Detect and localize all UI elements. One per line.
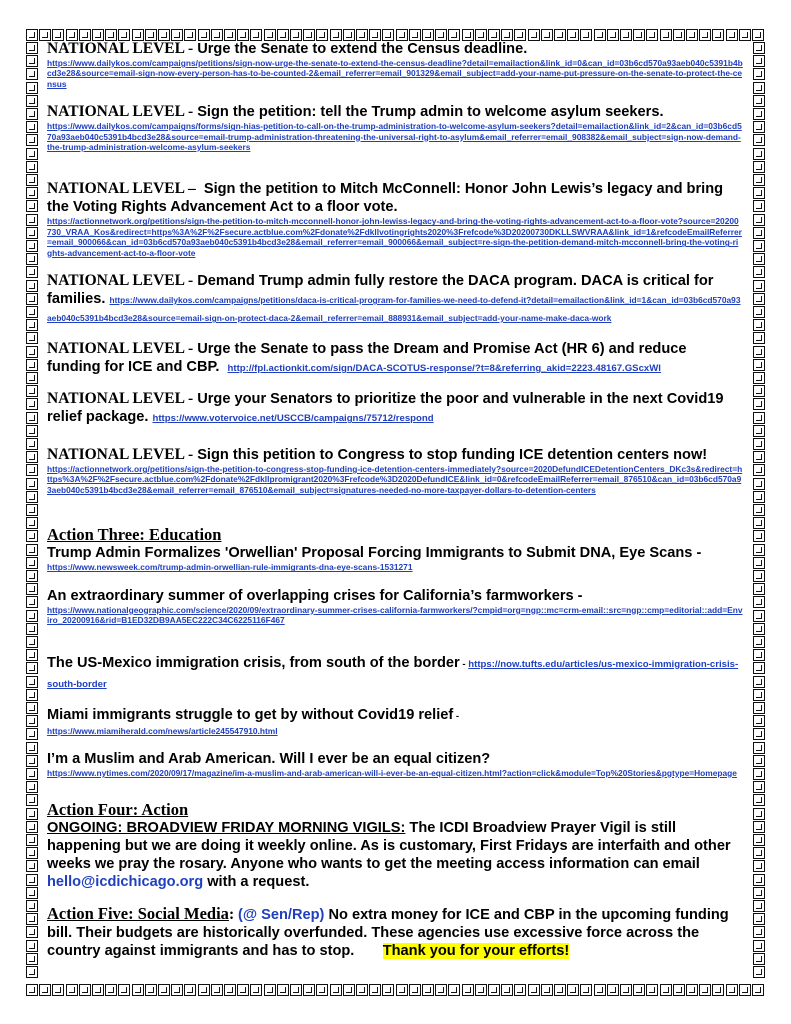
border-tile [118,984,130,996]
border-tile [753,570,765,582]
social-text: No extra money for ICE and CBP in the upcoming funding bill. Their budgets are historically overfunded. These agencies use excessive force across the country against immigrants and has to stop. [47,907,729,960]
article-link[interactable]: https://www.nytimes.com/2020/09/17/magazine/im-a-muslim-and-arab-american-will-i-ever-be-an-equal-citizen.html?action=click&module=Top%20Stories&pgtype=Homepage [47,767,737,778]
petition-link[interactable]: https://www.votervoice.net/USCCB/campaigns/75712/respond [152,413,434,425]
border-tile [211,984,223,996]
border-tile [753,860,765,872]
border-tile [753,940,765,952]
level-label: NATIONAL LEVEL - [47,390,194,408]
border-bottom [25,983,766,997]
border-tile [26,940,38,952]
border-tile [26,280,38,292]
border-tile [26,953,38,965]
border-tile [26,649,38,661]
education-item [47,544,743,572]
border-tile [145,984,157,996]
border-tile [26,214,38,226]
border-tile [26,662,38,674]
item-title: Sign the petition to Mitch McConnell: Honor John Lewis’s legacy and bring the Voting Rights Advancement Act to a floor vote. [47,181,724,216]
border-tile [753,266,765,278]
border-tile [382,984,394,996]
border-tile [753,240,765,252]
thanks-highlight: Thank you for your efforts! [382,943,570,960]
border-tile [753,227,765,239]
border-tile [26,557,38,569]
border-tile [26,702,38,714]
border-tile [198,984,210,996]
border-tile [753,755,765,767]
item-title: Sign this petition to Congress to stop funding ICE detention centers now! [197,447,708,464]
border-tile [158,984,170,996]
border-tile [753,280,765,292]
border-tile [753,134,765,146]
border-tile [26,346,38,358]
border-tile [753,306,765,318]
border-tile [26,200,38,212]
border-tile [488,984,500,996]
border-tile [132,984,144,996]
separator: - [453,710,460,722]
education-item [47,706,743,736]
border-tile [620,984,632,996]
ongoing-label: ONGOING: BROADVIEW FRIDAY MORNING VIGILS: [47,820,406,837]
section-heading-action: Action Four: Action [47,800,189,820]
border-tile [26,755,38,767]
border-tile [26,319,38,331]
border-tile [753,728,765,740]
border-tile [250,984,262,996]
national-item [47,40,743,89]
petition-link[interactable]: http://fpl.actionkit.com/sign/DACA-SCOTUS-response/?t=8&referring_akid=2223.48167.GScxWl [227,363,661,375]
national-item [47,446,743,495]
border-tile [26,425,38,437]
border-tile [26,372,38,384]
border-tile [753,425,765,437]
border-tile [237,984,249,996]
border-tile [580,984,592,996]
border-tile [753,253,765,265]
border-tile [753,121,765,133]
section-heading-social: Action Five: Social Media [47,904,229,924]
border-tile [752,984,764,996]
border-tile [26,95,38,107]
level-label: NATIONAL LEVEL - [47,340,194,358]
border-tile [753,68,765,80]
border-tile [264,984,276,996]
border-tile [26,42,38,54]
border-tile [753,794,765,806]
email-link[interactable]: hello@icdichicago.org [47,874,204,891]
petition-link[interactable]: https://www.dailykos.com/campaigns/petitions/daca-is-critical-program-for-families-we-need-to-defend-it?detail=emailaction&link_id=1&can_id=03b6cd570a93aeb040c5391b4bcd3e28&source=email-sign-on-protect-daca-2&email_referrer=email_888931&email_subject=add-your-name-make-daca-work [47,295,741,324]
border-tile [699,984,711,996]
border-tile [303,984,315,996]
border-tile [753,583,765,595]
border-tile [26,860,38,872]
border-tile [753,42,765,54]
petition-link[interactable]: https://www.dailykos.com/campaigns/petitions/sign-now-urge-the-senate-to-extend-the-census-deadline?detail=emailaction&link_id=0&can_id=03b6cd570a93aeb040c5391b4bcd3e28&source=email-sign-now-every-person-has-to-be-counted-2&email_referrer=email_901329&email_subject=add-your-name-put-pressure-on-the-senate-to-protect-the-census [47,58,743,89]
border-tile [26,728,38,740]
border-tile [660,984,672,996]
border-tile [753,346,765,358]
border-tile [501,984,513,996]
border-tile [753,148,765,160]
article-title: Miami immigrants struggle to get by without Covid19 relief [47,706,454,723]
colon: : [228,906,238,924]
border-tile [105,984,117,996]
border-tile [753,174,765,186]
border-tile [26,55,38,67]
border-tile [92,984,104,996]
border-tile [26,984,38,996]
border-tile [753,676,765,688]
border-tile [753,913,765,925]
border-tile [753,768,765,780]
border-tile [26,478,38,490]
border-tile [26,29,38,41]
border-tile [343,984,355,996]
border-tile [554,984,566,996]
border-tile [753,530,765,542]
border-tile [753,478,765,490]
border-tile [753,82,765,94]
border-tile [26,874,38,886]
border-tile [462,984,474,996]
border-tile [277,984,289,996]
level-label: NATIONAL LEVEL - [47,103,194,121]
border-left [25,42,39,983]
border-right [752,42,766,983]
border-tile [26,768,38,780]
separator: - [459,658,469,670]
border-tile [475,984,487,996]
page-content [47,40,743,960]
border-tile [26,544,38,556]
border-tile [369,984,381,996]
vigil-text-end: with a request. [203,874,310,891]
border-tile [753,623,765,635]
border-tile [753,187,765,199]
article-title: An extraordinary summer of overlapping crises for California’s farmworkers - [47,587,583,604]
border-tile [753,451,765,463]
border-tile [753,398,765,410]
border-tile [26,834,38,846]
national-item [47,340,743,376]
border-tile [753,161,765,173]
border-tile [26,134,38,146]
border-tile [26,517,38,529]
border-tile [753,359,765,371]
border-tile [184,984,196,996]
border-tile [26,808,38,820]
border-tile [26,174,38,186]
border-tile [26,240,38,252]
border-tile [753,412,765,424]
border-tile [26,253,38,265]
border-tile [753,689,765,701]
border-tile [739,984,751,996]
item-title: Urge the Senate to extend the Census deadline. [197,41,528,57]
border-tile [26,623,38,635]
border-tile [26,451,38,463]
education-item [47,750,743,778]
border-tile [752,29,764,41]
level-label: NATIONAL LEVEL - [47,446,194,464]
border-tile [26,596,38,608]
level-label: NATIONAL LEVEL - [47,40,194,57]
social-media-paragraph [47,905,743,960]
border-tile [26,636,38,648]
border-tile [26,68,38,80]
article-link[interactable]: https://www.newsweek.com/trump-admin-orwellian-rule-immigrants-dna-eye-scans-1531271 [47,562,413,573]
border-tile [290,984,302,996]
border-tile [753,808,765,820]
border-tile [26,491,38,503]
item-title: Urge your Senators to prioritize the poor and vulnerable in the next Covid19 relief package. [47,391,724,426]
border-tile [396,984,408,996]
border-tile [753,926,765,938]
border-tile [26,385,38,397]
vigil-text: The ICDI Broadview Prayer Vigil is still happening but we are doing it weekly online. As is customary, First Fridays are interfaith and other weeks we pray the rosary. Anyone who wants to get the meeting access information can email [47,820,731,873]
border-tile [753,319,765,331]
border-tile [26,187,38,199]
border-tile [316,984,328,996]
border-tile [26,227,38,239]
border-tile [26,926,38,938]
border-tile [541,984,553,996]
border-tile [712,984,724,996]
border-tile [26,570,38,582]
border-tile [26,464,38,476]
border-tile [39,984,51,996]
border-tile [753,715,765,727]
border-tile [52,984,64,996]
border-tile [26,887,38,899]
border-tile [26,359,38,371]
border-tile [753,544,765,556]
border-tile [26,715,38,727]
border-tile [594,984,606,996]
border-tile [26,293,38,305]
border-tile [26,332,38,344]
border-tile [753,332,765,344]
border-tile [753,596,765,608]
border-tile [753,557,765,569]
border-tile [753,900,765,912]
border-tile [26,847,38,859]
border-tile [753,847,765,859]
article-link[interactable]: https://www.miamiherald.com/news/article245547910.html [47,725,278,736]
border-tile [26,438,38,450]
border-tile [753,702,765,714]
border-tile [753,662,765,674]
border-tile [646,984,658,996]
border-tile [528,984,540,996]
border-tile [673,984,685,996]
border-tile [435,984,447,996]
border-tile [26,161,38,173]
border-tile [448,984,460,996]
border-tile [753,874,765,886]
petition-link[interactable]: https://actionnetwork.org/petitions/sign-the-petition-to-mitch-mcconnell-honor-john-lewiss-legacy-and-bring-the-voting-rights-advancement-act-to-a-floor-vote?source=20200730_VRAA_Kos&redirect=https%3A%2F%2Fsecure.actblue.com%2Fdonate%2Fdkllvotingrights2020%3Frefcode%3D20200730DKLLSWVRAA&link_id=1&refcodeEmailReferrer=email_900066&can_id=03b6cd570a93aeb040c5391b4bcd3e28&email_referrer=email_900066&email_subject=re-sign-the-petition-demand-mitch-mcconnell-bring-the-voting-rights-advancement-act-to-a-floor-vote [47,216,742,258]
vigil-paragraph [47,819,743,891]
border-tile [633,984,645,996]
border-tile [26,742,38,754]
border-tile [514,984,526,996]
border-tile [607,984,619,996]
border-tile [26,306,38,318]
border-tile [686,984,698,996]
item-title: Sign the petition: tell the Trump admin to welcome asylum seekers. [197,104,664,121]
border-tile [753,517,765,529]
border-tile [26,610,38,622]
border-tile [26,530,38,542]
border-tile [753,464,765,476]
border-tile [567,984,579,996]
border-tile [753,108,765,120]
article-title: I’m a Muslim and Arab American. Will I ever be an equal citizen? [47,750,491,767]
border-tile [753,742,765,754]
education-item [47,654,743,692]
border-tile [753,200,765,212]
border-tile [753,966,765,978]
border-tile [753,55,765,67]
social-handle: (@ Sen/Rep) [237,907,325,924]
border-tile [753,887,765,899]
border-tile [356,984,368,996]
border-tile [753,214,765,226]
border-tile [753,504,765,516]
border-tile [26,821,38,833]
border-tile [26,966,38,978]
border-tile [171,984,183,996]
national-item [47,272,743,326]
border-tile [26,398,38,410]
border-tile [26,266,38,278]
border-tile [422,984,434,996]
border-tile [753,781,765,793]
border-tile [26,121,38,133]
border-tile [66,984,78,996]
border-tile [26,676,38,688]
border-tile [753,372,765,384]
national-item [47,390,743,426]
border-tile [330,984,342,996]
border-tile [26,689,38,701]
border-tile [26,504,38,516]
item-title: Urge the Senate to pass the Dream and Promise Act (HR 6) and reduce funding for ICE and CBP. [47,341,687,376]
border-tile [753,95,765,107]
border-tile [753,293,765,305]
petition-link[interactable]: https://www.dailykos.com/campaigns/forms/sign-hias-petition-to-call-on-the-trump-administration-to-welcome-asylum-seekers?detail=emailaction&link_id=2&can_id=03b6cd570a93aeb040c5391b4bcd3e28&source=email-trump-administration-threatening-the-universal-right-to-asylum&email_referrer=email_908382&email_subject=sign-now-demand-the-trump-administration-welcome-asylum-seekers [47,121,742,153]
border-tile [753,491,765,503]
article-title: The US-Mexico immigration crisis, from south of the border [47,654,460,671]
border-tile [409,984,421,996]
level-label: NATIONAL LEVEL – [47,180,196,198]
border-tile [753,636,765,648]
education-item [47,587,743,626]
national-item [47,180,743,258]
border-tile [726,984,738,996]
border-tile [26,913,38,925]
border-tile [26,583,38,595]
border-tile [753,610,765,622]
national-item [47,103,743,152]
border-tile [753,821,765,833]
border-tile [26,900,38,912]
border-tile [26,412,38,424]
petition-link[interactable]: https://actionnetwork.org/petitions/sign-the-petition-to-congress-stop-funding-ice-detention-centers-immediately?source=2020DefundICEDetentionCenters_DKc3s&redirect=https%3A%2F%2Fsecure.actblue.com%2Fdonate%2Fdkllpromigrant2020%3Frefcode%3D2020DefundICE&link_id=0&refcodeEmailReferrer=email_876510&can_id=03b6cd570a93aeb040c5391b4bcd3e28&email_referrer=email_876510&email_subject=signatures-needed-no-more-taxpayer-dollars-to-detention-centers [47,464,743,495]
level-label: NATIONAL LEVEL - [47,272,194,290]
item-title: Demand Trump admin fully restore the DACA program. DACA is critical for families. [47,273,714,308]
border-tile [26,82,38,94]
border-tile [26,148,38,160]
border-tile [26,794,38,806]
article-link[interactable]: https://now.tufts.edu/articles/us-mexico-immigration-crisis-south-border [47,658,739,690]
article-title: Trump Admin Formalizes 'Orwellian' Proposal Forcing Immigrants to Submit DNA, Eye Scans - [47,545,702,562]
border-tile [26,781,38,793]
border-tile [753,438,765,450]
border-tile [224,984,236,996]
border-tile [753,834,765,846]
border-tile [26,108,38,120]
article-link[interactable]: https://www.nationalgeographic.com/science/2020/09/extraordinary-summer-crises-california-farmworkers/?cmpid=org=ngp::mc=crm-email::src=ngp::cmp=editorial::add=Enviro_20200916&rid=B1ED32DB9AA5EC222C34C6225116F467 [47,604,743,626]
border-tile [753,649,765,661]
border-tile [753,953,765,965]
section-heading-education: Action Three: Education [47,525,222,545]
border-tile [79,984,91,996]
border-tile [753,385,765,397]
